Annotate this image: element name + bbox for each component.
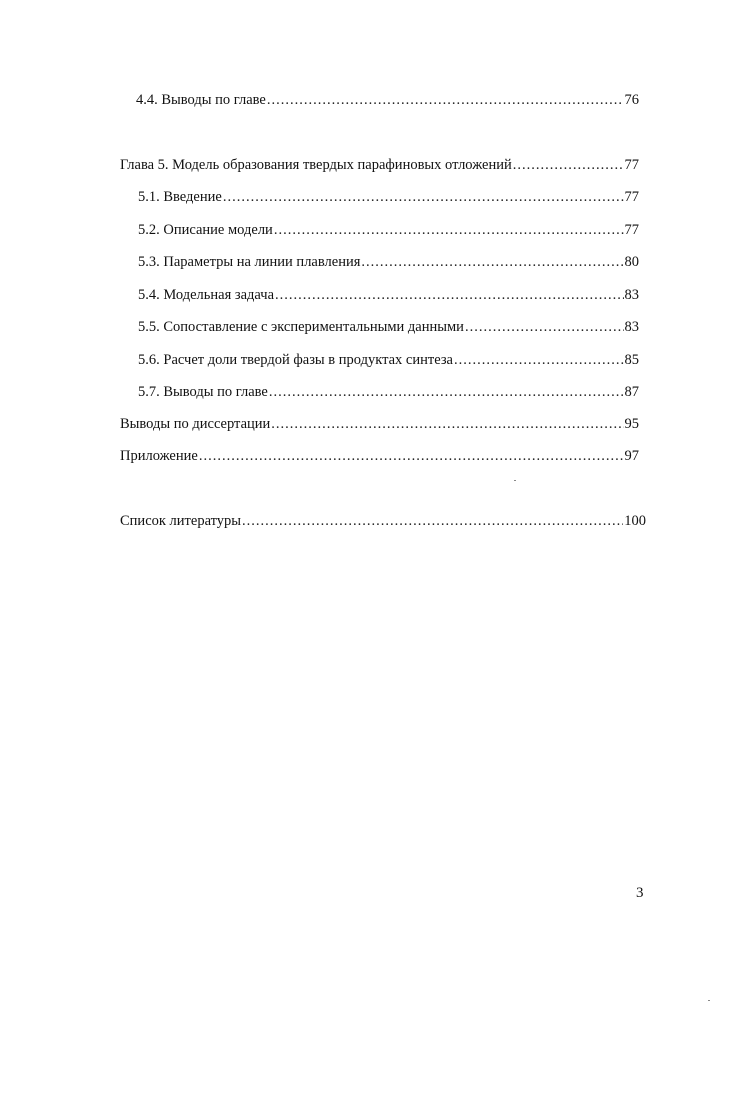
toc-entry-page: 100: [624, 513, 646, 529]
toc-entry-page: 77: [624, 157, 639, 173]
toc-entry-page: 77: [624, 222, 639, 238]
toc-entry-title: 5.5. Сопоставление с экспериментальными данными: [138, 319, 464, 335]
toc-entry-references: [120, 512, 646, 530]
toc-entry-5-5: [138, 318, 639, 336]
toc-entry-title: 5.3. Параметры на линии плавления: [138, 254, 361, 270]
toc-entry-page: 97: [624, 448, 639, 464]
toc-entry-page: 95: [624, 416, 639, 432]
toc-entry-page: 77: [624, 189, 639, 205]
toc-entry-title: 4.4. Выводы по главе: [136, 92, 266, 108]
toc-entry-title: Список литературы: [120, 513, 242, 529]
toc-entry-title: 5.2. Описание модели: [138, 222, 273, 238]
toc-entry-page: 80: [624, 254, 639, 270]
toc-entry-title: 5.4. Модельная задача: [138, 287, 275, 303]
toc-entry-5-1: [138, 188, 639, 206]
toc-dot-leader: [454, 351, 624, 369]
toc-entry-page: 85: [624, 352, 639, 368]
toc-entry-title: 5.6. Расчет доли твердой фазы в продуктах синтеза: [138, 352, 453, 368]
toc-entry-5-6: [138, 351, 639, 369]
toc-entry-5-4: [138, 286, 639, 304]
toc-entry-5-3: [138, 253, 639, 271]
toc-entry-title: 5.1. Введение: [138, 189, 222, 205]
toc-entry-chapter-5: [120, 156, 639, 174]
toc-dot-leader: [275, 286, 623, 304]
scan-speck: [708, 1000, 710, 1001]
toc-entry-page: 83: [624, 287, 639, 303]
toc-dot-leader: [199, 447, 624, 465]
toc-entry-4-4: [136, 91, 639, 109]
toc-dot-leader: [513, 156, 624, 174]
toc-entry-title: 5.7. Выводы по главе: [138, 384, 268, 400]
toc-entry-title: Выводы по диссертации: [120, 416, 271, 432]
toc-entry-title: Глава 5. Модель образования твердых парафиновых отложений: [120, 157, 512, 173]
toc-dot-leader: [242, 512, 623, 530]
scan-speck: [514, 480, 516, 481]
toc-dot-leader: [271, 415, 623, 433]
toc-entry-5-2: [138, 221, 639, 239]
toc-entry-page: 83: [624, 319, 639, 335]
toc-dot-leader: [361, 253, 623, 271]
toc-entry-title: Приложение: [120, 448, 198, 464]
toc-dot-leader: [274, 221, 624, 239]
toc-entry-page: 87: [624, 384, 639, 400]
toc-entry-5-7: [138, 383, 639, 401]
toc-dot-leader: [223, 188, 624, 206]
toc-dot-leader: [269, 383, 624, 401]
toc-dot-leader: [267, 91, 624, 109]
toc-entry-page: 76: [624, 92, 639, 108]
toc-entry-appendix: [120, 447, 639, 465]
toc-dot-leader: [465, 318, 624, 336]
page-number: 3: [636, 885, 644, 901]
toc-entry-conclusions: [120, 415, 639, 433]
